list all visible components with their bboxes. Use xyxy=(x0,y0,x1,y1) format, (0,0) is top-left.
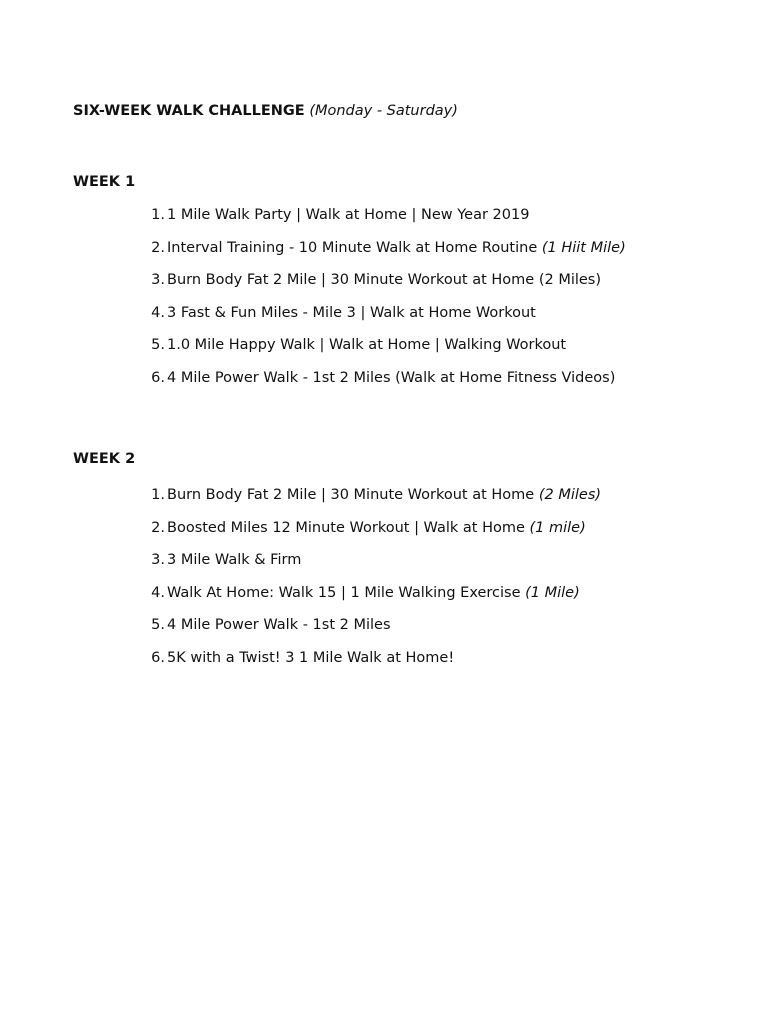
list-number: 5. xyxy=(151,617,165,633)
title-subtitle: (Monday - Saturday) xyxy=(309,103,458,119)
list-number: 1. xyxy=(151,207,165,223)
list-text: 4 Mile Power Walk - 1st 2 Miles xyxy=(167,617,391,633)
list-item xyxy=(138,271,626,304)
list-text: 1.0 Mile Happy Walk | Walk at Home | Walking Workout xyxy=(167,337,567,353)
list-text: 3 Mile Walk & Firm xyxy=(167,552,302,568)
list-number: 6. xyxy=(151,369,165,386)
list-number: 5. xyxy=(151,337,165,353)
list-note: (2 Miles) xyxy=(538,487,602,503)
list-note: (1 Hiit Mile) xyxy=(541,239,626,256)
list-text: Walk At Home: Walk 15 | 1 Mile Walking Exercise xyxy=(167,584,526,601)
list-item xyxy=(138,486,601,519)
list-note: (1 Mile) xyxy=(525,584,580,601)
list-text: Boosted Miles 12 Minute Workout | Walk at Home xyxy=(167,519,530,536)
week-2-heading: WEEK 2 xyxy=(73,451,136,467)
week-1-heading: WEEK 1 xyxy=(73,174,136,190)
list-number: 2. xyxy=(151,519,165,536)
list-note: (1 mile) xyxy=(529,519,586,536)
list-text: 4 Mile Power Walk - 1st 2 Miles (Walk at Home Fitness Videos) xyxy=(167,369,616,386)
list-number: 4. xyxy=(151,304,165,321)
list-number: 1. xyxy=(151,487,165,503)
title-main: SIX-WEEK WALK CHALLENGE xyxy=(73,103,305,119)
list-number: 2. xyxy=(151,239,165,256)
list-item xyxy=(138,239,626,272)
list-number: 4. xyxy=(151,584,165,601)
list-number: 3. xyxy=(151,272,165,288)
list-text: 1 Mile Walk Party | Walk at Home | New Year 2019 xyxy=(167,207,530,223)
list-item xyxy=(138,551,601,584)
list-text: 5K with a Twist! 3 1 Mile Walk at Home! xyxy=(167,649,455,666)
list-item xyxy=(138,616,601,649)
week-2-list xyxy=(138,486,601,681)
list-number: 3. xyxy=(151,552,165,568)
list-item xyxy=(138,584,601,617)
document-title xyxy=(73,103,458,119)
list-number: 6. xyxy=(151,649,165,666)
list-text: 3 Fast & Fun Miles - Mile 3 | Walk at Home Workout xyxy=(167,304,536,321)
list-item xyxy=(138,206,626,239)
list-text: Burn Body Fat 2 Mile | 30 Minute Workout at Home xyxy=(167,487,539,503)
list-text: Interval Training - 10 Minute Walk at Home Routine xyxy=(167,239,542,256)
list-item xyxy=(138,369,626,402)
week-1-list xyxy=(138,206,626,401)
list-item xyxy=(138,336,626,369)
list-item xyxy=(138,519,601,552)
list-item xyxy=(138,304,626,337)
list-item xyxy=(138,649,601,682)
list-text: Burn Body Fat 2 Mile | 30 Minute Workout at Home (2 Miles) xyxy=(167,272,602,288)
